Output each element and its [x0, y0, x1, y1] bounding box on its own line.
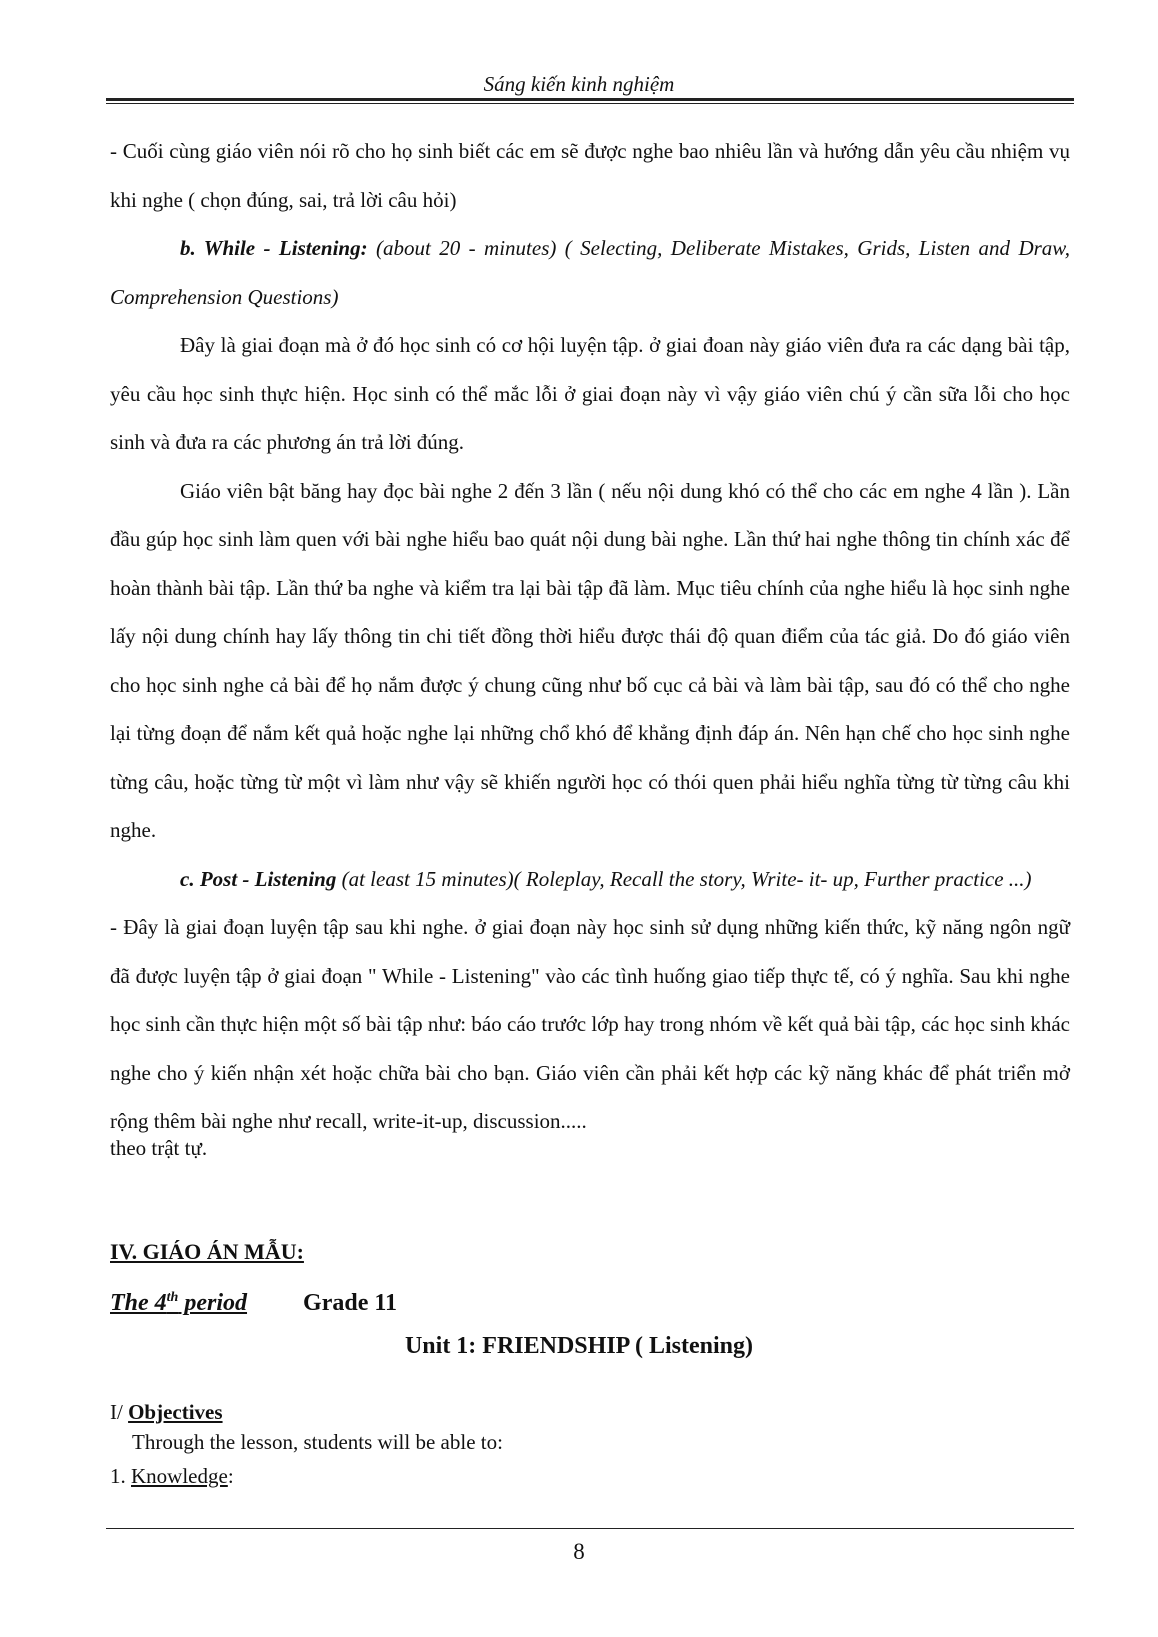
period-label: [110, 1290, 247, 1316]
while-listening-details: (about 20 - minutes) ( Selecting, Deliberate Mistakes, Grids, Listen and Draw, Comprehension Questions): [110, 236, 1070, 309]
post-listening-heading: c. Post - Listening: [180, 866, 337, 891]
knowledge-label: Knowledge: [131, 1464, 228, 1488]
page-number: 8: [573, 1539, 585, 1564]
header-rule-thin: [106, 103, 1074, 104]
header-rule-thick: [106, 98, 1074, 101]
section-heading: IV. GIÁO ÁN MẪU:: [110, 1239, 304, 1264]
period-prefix: The 4: [110, 1290, 167, 1316]
unit-title: Unit 1: FRIENDSHIP ( Listening): [404, 1333, 754, 1359]
knowledge-suffix: :: [227, 1464, 234, 1488]
post-listening-details: (at least 15 minutes)( Roleplay, Recall the story, Write- it- up, Further practice ...): [336, 866, 1032, 891]
objectives-intro: Through the lesson, students will be able to:: [132, 1430, 503, 1454]
paragraph-post-stage-tail: theo trật tự.: [110, 1135, 208, 1160]
paragraph-intro: - Cuối cùng giáo viên nói rõ cho họ sinh biết các em sẽ được nghe bao nhiêu lần và hướng dẫn yêu cầu nhiệm vụ khi nghe ( chọn đúng, sai, trả lời câu hỏi): [110, 139, 1070, 212]
objectives-prefix: I/: [110, 1400, 129, 1424]
grade-label: Grade 11: [303, 1290, 398, 1316]
period-line: [110, 1282, 397, 1319]
paragraph-post-listening: [110, 855, 1070, 904]
while-listening-heading: b. While - Listening:: [180, 236, 368, 260]
paragraph-practice-stage: Đây là giai đoạn mà ở đó học sinh có cơ hội luyện tập. ở giai đoan này giáo viên đưa ra các dạng bài tập, yêu cầu học sinh thực hiện. Học sinh có thể mắc lỗi ở giai đoạn này vì vậy giáo viên chú ý cần sữa lỗi cho học sinh và đưa ra các phương án trả lời đúng.: [110, 333, 1070, 454]
paragraph-post-stage: - Đây là giai đoạn luyện tập sau khi nghe. ở giai đoạn này học sinh sử dụng những kiến thức, kỹ năng ngôn ngữ đã được luyện tập ở giai đoạn " While - Listening" vào các tình huống giao tiếp thực tế, có ý nghĩa. Sau khi nghe học sinh cần thực hiện một số bài tập như: báo cáo trước lớp hay trong nhóm về kết quả bài tập, các học sinh khác nghe cho ý kiến nhận xét hoặc chữa bài cho bạn. Giáo viên cần phải kết hợp các kỹ năng khác để phát triển mở rộng thêm bài nghe như recall, write-it-up, discussion.....: [110, 915, 1070, 1133]
footer-rule: [106, 1528, 1074, 1529]
paragraph-teacher-playback: Giáo viên bật băng hay đọc bài nghe 2 đến 3 lần ( nếu nội dung khó có thể cho các em nghe 4 lần ). Lần đầu gúp học sinh làm quen với bài nghe hiểu bao quát nội dung bài nghe. Lần thứ hai nghe thông tin chính xác để hoàn thành bài tập. Lần thứ ba nghe và kiểm tra lại bài tập đã làm. Mục tiêu chính của nghe hiểu là học sinh nghe lấy nội dung chính hay lấy thông tin chi tiết đồng thời hiểu được thái độ quan điểm của tác giả. Do đó giáo viên cho học sinh nghe cả bài để họ nắm được ý chung cũng như bố cục cả bài và làm bài tập, sau đó có thể cho nghe lại từng đoạn để nắm kết quả hoặc nghe lại những chổ khó để khẳng định đáp án. Nên hạn chế cho học sinh nghe từng câu, hoặc từng từ một vì làm như vậy sẽ khiến người học có thói quen phải hiểu nghĩa từng từ từng câu khi nghe.: [110, 478, 1070, 842]
period-suffix: period: [178, 1290, 248, 1316]
objectives-line: [110, 1398, 223, 1426]
knowledge-line: [110, 1462, 234, 1490]
period-sup: th: [166, 1290, 179, 1305]
objectives-label: Objectives: [128, 1400, 223, 1424]
paragraph-while-listening: [110, 224, 1070, 321]
knowledge-prefix: 1.: [110, 1464, 131, 1488]
header-title: Sáng kiến kinh nghiệm: [483, 72, 675, 96]
body-text: [110, 127, 1070, 1162]
